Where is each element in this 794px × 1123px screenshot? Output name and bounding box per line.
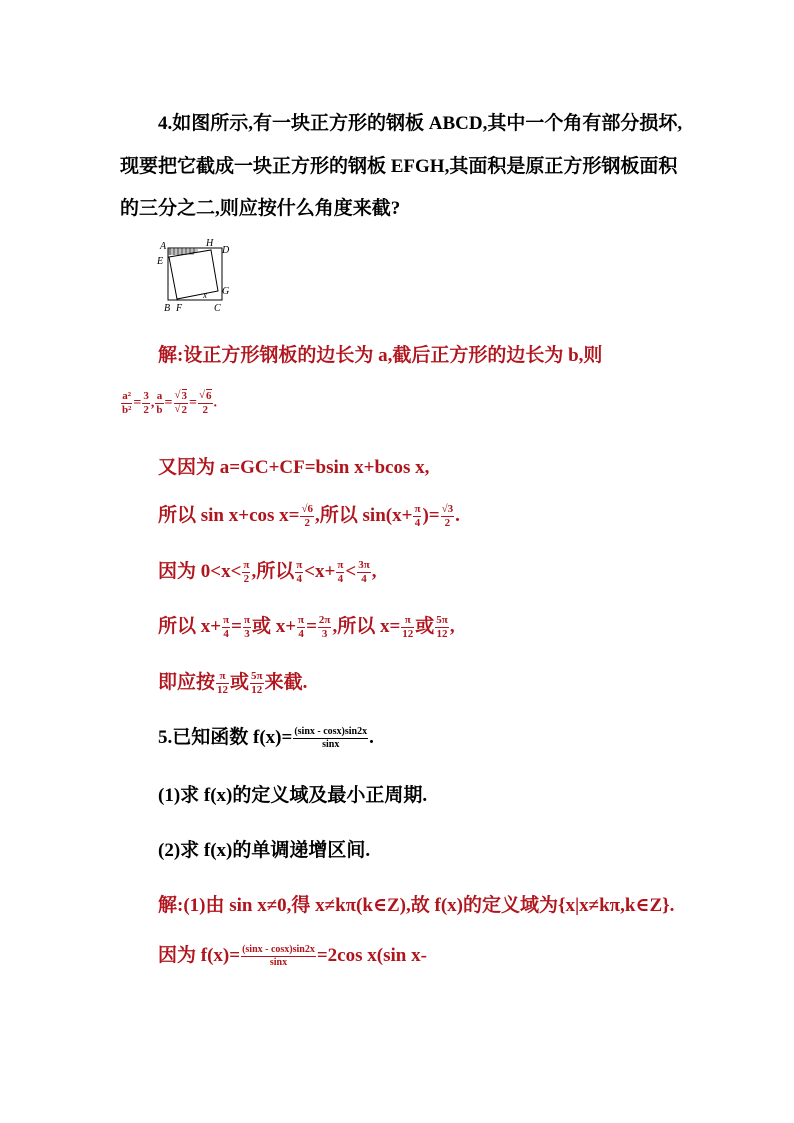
solution-label: 解: <box>158 895 184 916</box>
q4-line-2: 现要把它截成一块正方形的钢板 EFGH,其面积是原正方形钢板面积 <box>120 156 678 177</box>
fraction-a-b: $\frac{a}{b}$ <box>156 390 163 416</box>
sol5-line-2: 因为 f(x)= $\frac{(\sin x - \cos x)\sin 2x}{\sin x}$ =2cos x(sin x- <box>158 944 427 969</box>
label-f: F <box>176 303 183 314</box>
label-h: H <box>206 238 214 249</box>
square-figure <box>150 236 240 316</box>
q5-part-1: (1)求 f(x)的定义域及最小正周期. <box>158 785 428 806</box>
label-d: D <box>222 245 230 256</box>
q4-line-3: 的三分之二,则应按什么角度来截? <box>120 198 401 219</box>
label-c: C <box>214 303 221 314</box>
label-b: B <box>164 303 171 314</box>
fraction-sqrt3-sqrt2: √ 3 √ 2 <box>174 391 189 416</box>
sol5-line-1: 解:(1)由 sin x≠0,得 x≠kπ(k∈Z),故 f(x)的定义域为{x|x≠kπ,k∈Z}. <box>158 895 675 916</box>
sol4-intro-line <box>158 340 602 367</box>
q5-line: 5.已知函数 f(x)= $\frac{(\sin x - \cos x)\sin 2x}{\sin x}$ . <box>158 726 374 751</box>
label-a: A <box>160 241 167 252</box>
sol4-line-4: 所以 sin x+cos x= $\frac{√6}{2}$ ,所以 sin(x+ $\frac{\pi}{4}$ )= $\frac{√3}{2}$ . <box>158 503 460 530</box>
sol4-intro: 设正方形钢板的边长为 a,截后正方形的边长为 b,则 <box>183 345 603 366</box>
sol4-line-6: 所以 x+ $\frac{\pi}{4}$ = $\frac{\pi}{3}$ 或 x+ $\frac{\pi}{4}$ = $\frac{2\pi}{3}$ ,所以 x= $\frac{\pi}{12}$ 或 $\frac{5\pi}{12}$ , <box>158 614 455 641</box>
fraction-a2-b2: $\frac{\text{a²}}{\text{b²}}$ <box>122 390 132 416</box>
sol4-line-5: 因为 0<x< $\frac{\pi}{2}$ ,所以 $\frac{\pi}{4}$ <x+ $\frac{\pi}{4}$ < $\frac{3\pi}{4}$ , <box>158 559 377 586</box>
label-g: G <box>222 286 230 297</box>
damaged-corner-hatch <box>168 248 198 255</box>
fraction-3-2: $\frac{3}{2}$ <box>143 390 149 416</box>
label-x: x <box>203 290 207 300</box>
fraction-sqrt6-2: √ $\frac{6}{2}$ <box>198 391 213 416</box>
square-efgh <box>169 250 218 299</box>
sol4-line-7: 即应按 $\frac{\pi}{12}$ 或 $\frac{5\pi}{12}$ 来截. <box>158 670 308 697</box>
solution-label: 解: <box>158 345 184 366</box>
label-e: E <box>157 256 164 267</box>
q4-line-1: 4.如图所示,有一块正方形的钢板 ABCD,其中一个角有部分损坏, <box>158 113 683 134</box>
q5-part-2: (2)求 f(x)的单调递增区间. <box>158 840 371 861</box>
sol4-ratio-line: $\frac{\text{a²}}{\text{b²}}$ = $\frac{3}{2}$ , $\frac{a}{b}$ = √ 3 √ 2 = √ $\frac{6}{2}$ . <box>120 391 217 416</box>
sol4-line-3: 又因为 a=GC+CF=bsin x+bcos x, <box>158 457 430 478</box>
